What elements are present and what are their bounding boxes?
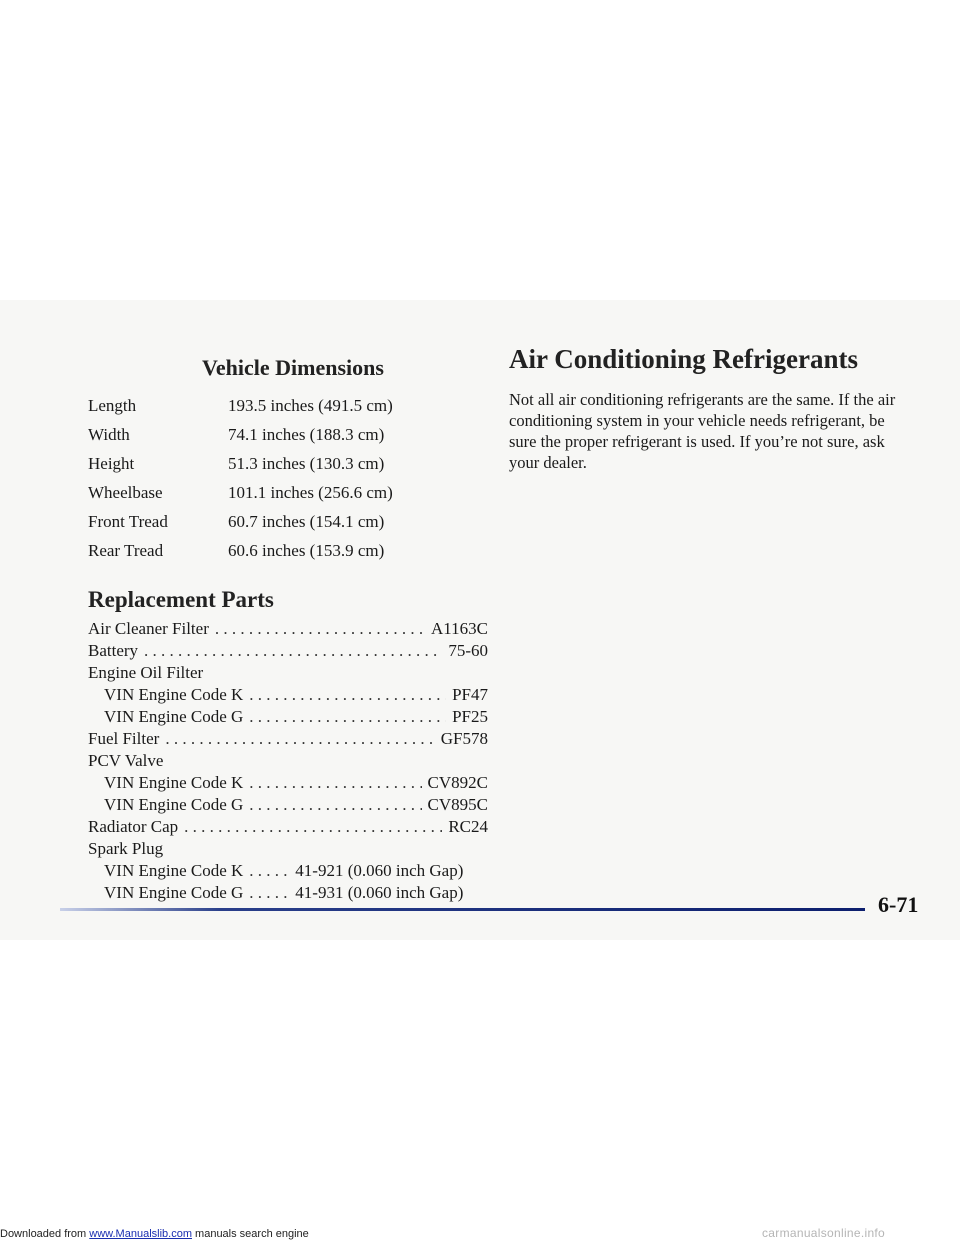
part-number: A1163C <box>431 619 488 638</box>
part-row <box>88 729 488 751</box>
dimension-label: Front Tread <box>88 511 168 531</box>
part-name: Engine Oil Filter <box>88 663 204 682</box>
download-footer <box>0 1228 309 1240</box>
part-number: RC24 <box>448 817 488 836</box>
dot-leader <box>144 641 442 661</box>
part-row <box>88 641 488 663</box>
dimension-value: 74.1 inches (188.3 cm) <box>228 424 385 444</box>
air-conditioning-title: Air Conditioning Refrigerants <box>509 344 858 374</box>
part-name: Radiator Cap <box>88 817 179 836</box>
footer-suffix: manuals search engine <box>191 1228 309 1240</box>
part-group-heading <box>88 839 488 861</box>
dot-leader <box>249 861 289 881</box>
part-number: CV892C <box>427 773 488 792</box>
part-name: Fuel Filter <box>88 729 160 748</box>
part-name: VIN Engine Code K <box>104 773 244 792</box>
part-name: Spark Plug <box>88 839 164 858</box>
dimension-value: 60.6 inches (153.9 cm) <box>228 540 385 560</box>
dimension-row <box>88 420 488 449</box>
part-row <box>88 861 488 883</box>
dimension-row <box>88 507 488 536</box>
part-row <box>88 773 488 795</box>
part-name: Battery <box>88 641 139 660</box>
part-number: PF25 <box>452 707 488 726</box>
part-group-heading <box>88 663 488 685</box>
dot-leader <box>249 773 421 793</box>
part-number: 75-60 <box>448 641 488 660</box>
replacement-parts-title: Replacement Parts <box>88 587 274 612</box>
dimension-row <box>88 478 488 507</box>
dimension-value: 51.3 inches (130.3 cm) <box>228 453 385 473</box>
dimension-label: Rear Tread <box>88 540 164 560</box>
part-group-heading <box>88 751 488 773</box>
watermark: carmanualsonline.info <box>762 1226 886 1240</box>
part-number: GF578 <box>440 729 488 748</box>
dot-leader <box>165 729 434 749</box>
part-number: PF47 <box>452 685 488 704</box>
dot-leader <box>249 685 446 705</box>
footer-rule <box>60 908 865 911</box>
dimension-row <box>88 449 488 478</box>
part-name: PCV Valve <box>88 751 164 770</box>
dot-leader <box>249 707 446 727</box>
left-column <box>88 355 488 905</box>
dot-leader <box>249 883 289 903</box>
air-conditioning-body: Not all air conditioning refrigerants are the same. If the air conditioning system in your vehicle needs refrigerant, be sure the proper refrigerant is used. If you’re not sure, ask your dealer. <box>509 390 896 472</box>
parts-list <box>88 619 488 905</box>
part-name: VIN Engine Code K <box>104 685 244 704</box>
vehicle-dimensions-title: Vehicle Dimensions <box>202 355 384 380</box>
dot-leader <box>249 795 421 815</box>
part-number: 41-931 (0.060 inch Gap) <box>295 883 464 902</box>
part-row <box>88 795 488 817</box>
dot-leader <box>184 817 442 837</box>
part-number: 41-921 (0.060 inch Gap) <box>295 861 464 880</box>
part-row <box>88 685 488 707</box>
part-row <box>88 619 488 641</box>
part-name: VIN Engine Code K <box>104 861 244 880</box>
part-row <box>88 883 488 905</box>
part-name: VIN Engine Code G <box>104 795 244 814</box>
dimension-label: Width <box>88 424 130 444</box>
part-row <box>88 817 488 839</box>
page-number: 6-71 <box>878 892 919 917</box>
footer-prefix: Downloaded from <box>0 1228 90 1240</box>
dimension-label: Wheelbase <box>88 482 163 502</box>
dimension-label: Height <box>88 453 135 473</box>
dimension-value: 193.5 inches (491.5 cm) <box>228 395 393 415</box>
part-name: Air Cleaner Filter <box>88 619 209 638</box>
dimension-value: 60.7 inches (154.1 cm) <box>228 511 385 531</box>
manualslib-link[interactable]: www.Manualslib.com <box>89 1228 192 1240</box>
dot-leader <box>215 619 425 639</box>
part-name: VIN Engine Code G <box>104 883 244 902</box>
part-number: CV895C <box>427 795 488 814</box>
dimension-row <box>88 391 488 420</box>
right-column <box>509 344 909 473</box>
dimensions-table <box>88 391 488 565</box>
part-row <box>88 707 488 729</box>
dimension-row <box>88 536 488 565</box>
dimension-value: 101.1 inches (256.6 cm) <box>228 482 393 502</box>
part-name: VIN Engine Code G <box>104 707 244 726</box>
dimension-label: Length <box>88 395 137 415</box>
